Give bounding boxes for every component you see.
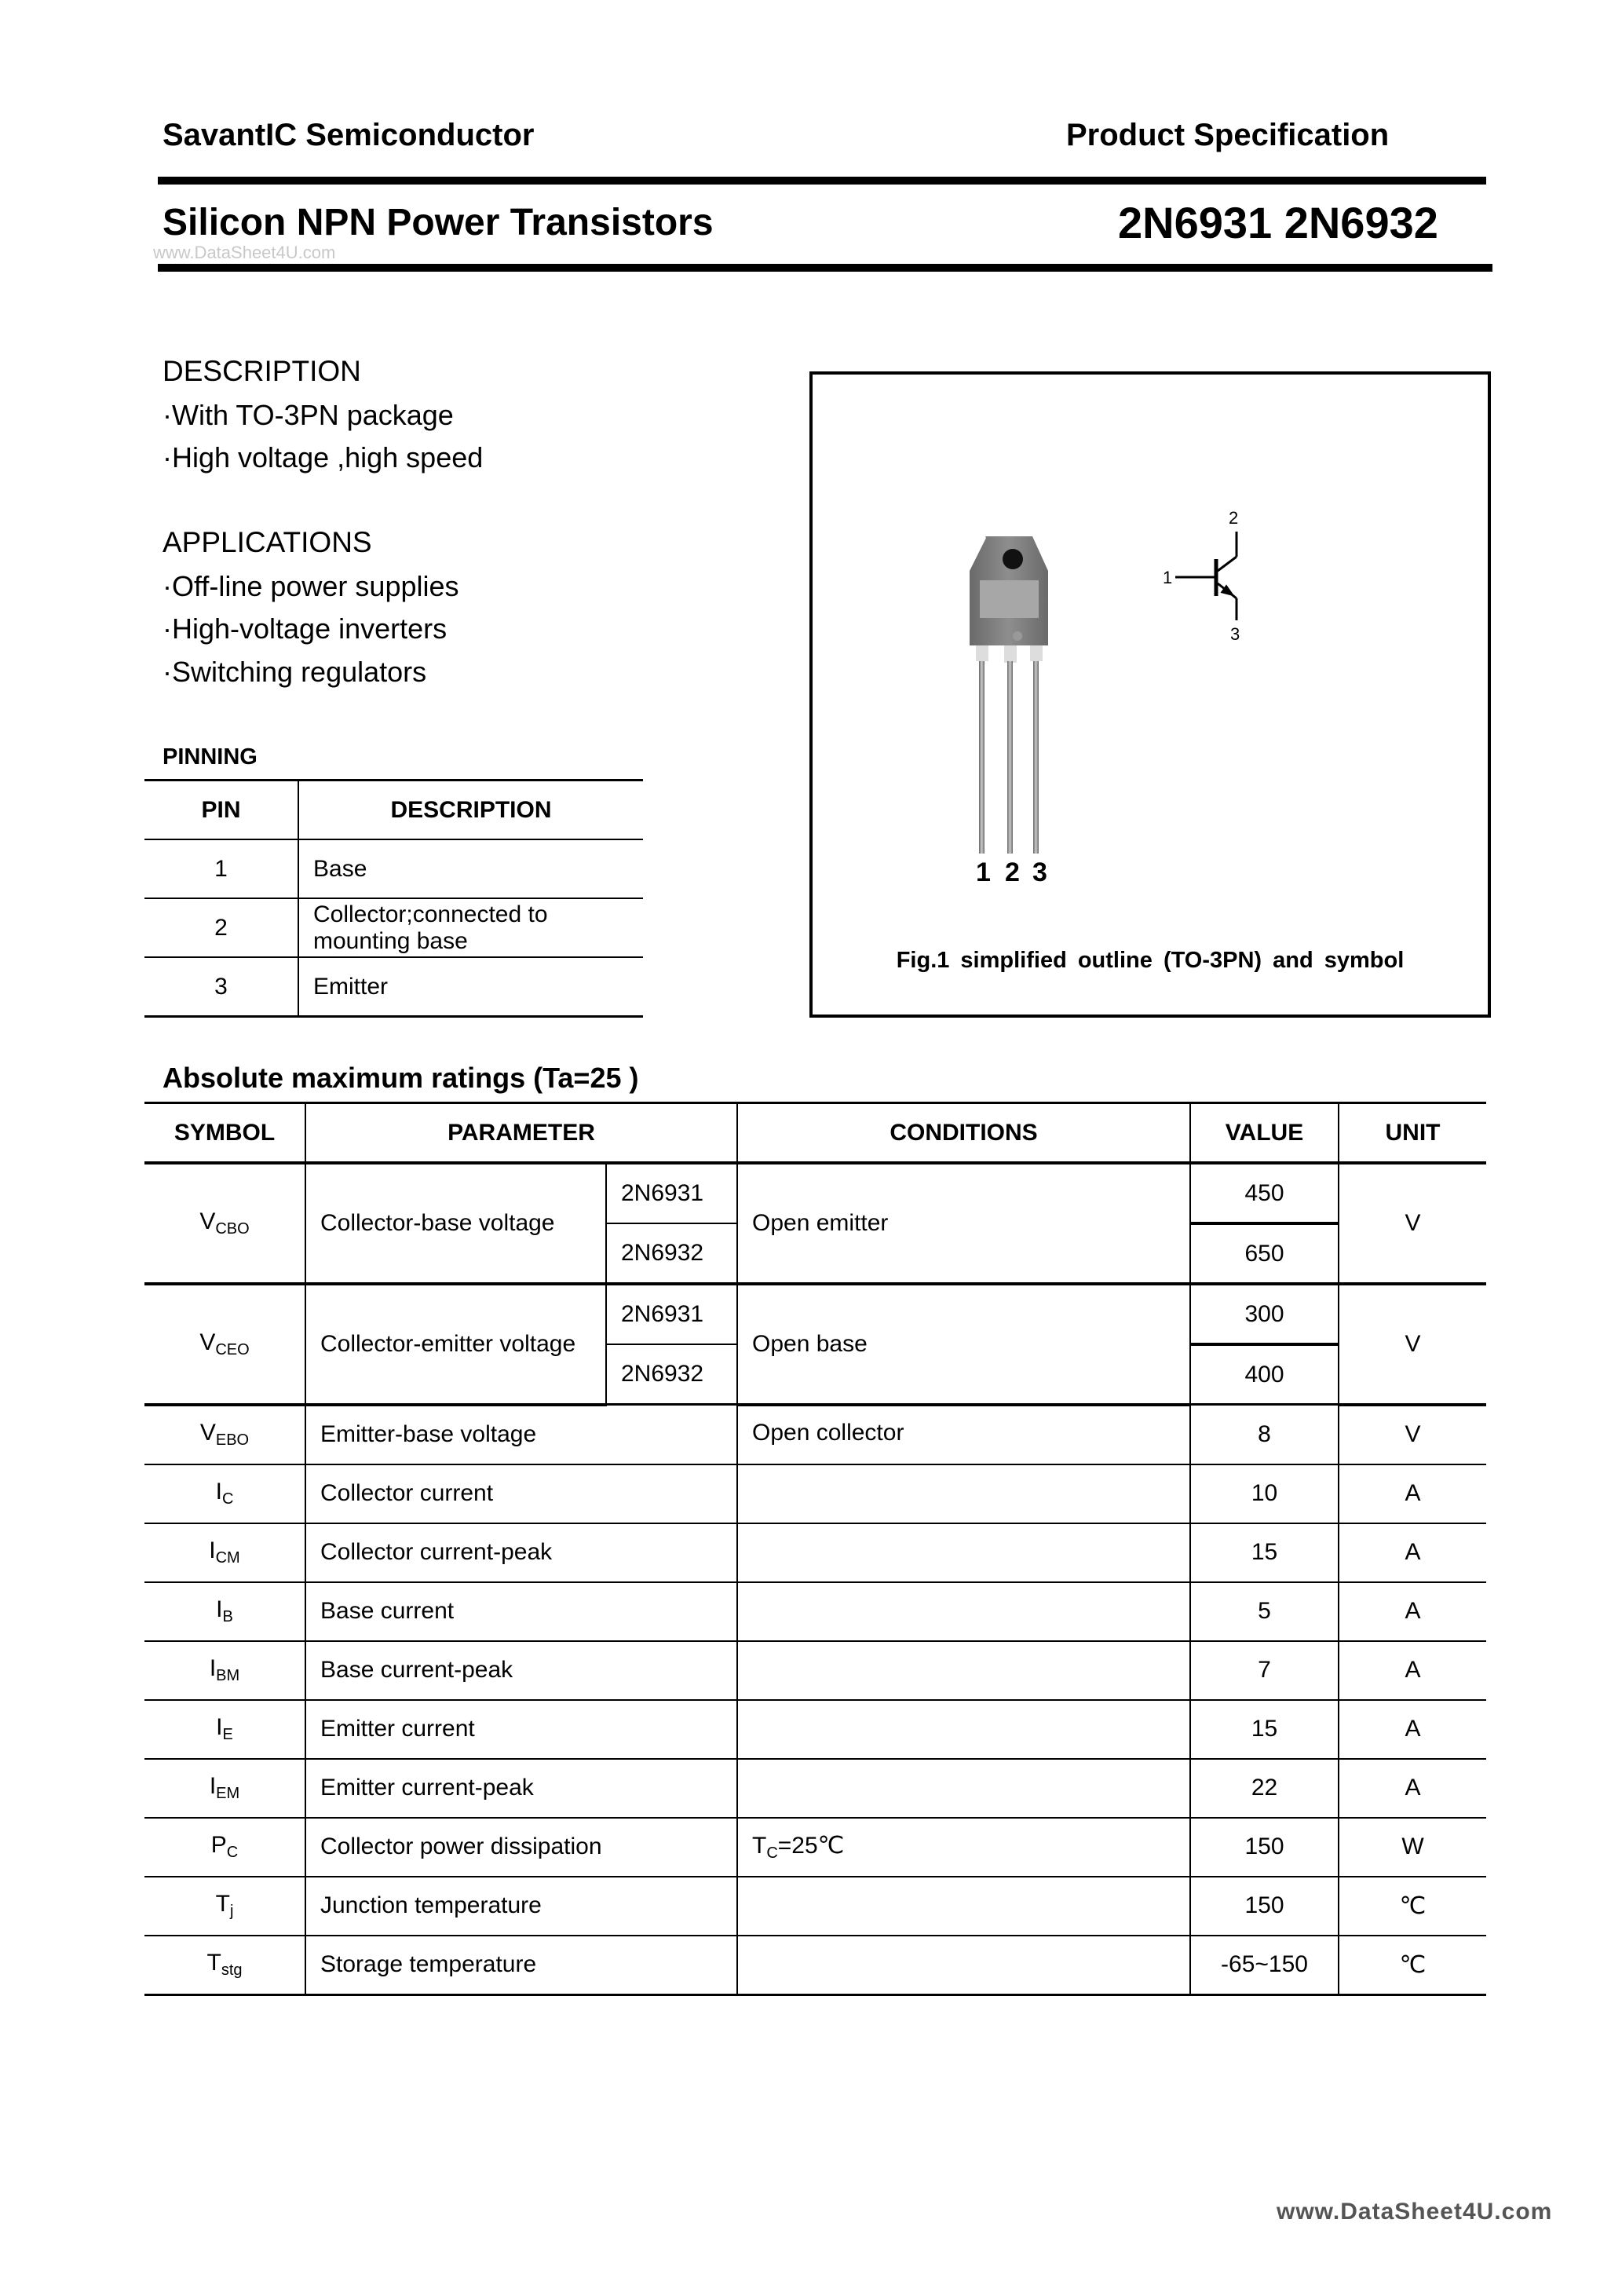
unit-cell: ℃ — [1339, 1877, 1486, 1936]
ratings-heading: Absolute maximum ratings (Ta=25 ) — [163, 1062, 639, 1094]
table-row — [144, 1641, 1486, 1700]
parameter-cell: Storage temperature — [305, 1936, 737, 1995]
symbol-label-base: 1 — [1163, 568, 1173, 587]
footer-watermark: www.DataSheet4U.com — [1277, 2199, 1553, 2225]
title-rule — [158, 264, 1492, 272]
unit-cell: V — [1339, 1405, 1486, 1464]
symbol-cell: $I_E$ — [144, 1700, 305, 1759]
value-cell: 8 — [1190, 1405, 1339, 1464]
symbol-cell: $I_C$ — [144, 1464, 305, 1523]
unit-cell: V — [1339, 1284, 1486, 1405]
parameter-cell: Collector power dissipation — [305, 1818, 737, 1877]
pin-description: Collector;connected to mounting base — [298, 898, 643, 957]
conditions-cell — [737, 1936, 1190, 1995]
pinning-table — [144, 779, 643, 1018]
symbol-cell: $V_{CBO}$ — [144, 1163, 305, 1284]
pin-number: 2 — [144, 898, 298, 957]
symbol-cell: $I_{CM}$ — [144, 1523, 305, 1582]
col-header: VALUE — [1190, 1103, 1339, 1164]
conditions-cell: Open base — [737, 1284, 1190, 1405]
applications-heading: APPLICATIONS — [163, 526, 372, 558]
table-row — [144, 1582, 1486, 1641]
parameter-cell: Collector-base voltage — [305, 1163, 606, 1284]
pin-number: 1 — [144, 839, 298, 898]
part-cell: 2N6931 — [606, 1284, 737, 1344]
table-row — [144, 1877, 1486, 1936]
pin-description: Emitter — [298, 957, 643, 1017]
unit-cell: A — [1339, 1523, 1486, 1582]
col-header: PARAMETER — [305, 1103, 737, 1164]
parameter-cell: Emitter-base voltage — [305, 1405, 737, 1464]
conditions-cell: Open collector — [737, 1405, 1190, 1464]
value-cell: 10 — [1190, 1464, 1339, 1523]
value-cell: 400 — [1190, 1344, 1339, 1405]
conditions-cell — [737, 1464, 1190, 1523]
parameter-cell: Emitter current-peak — [305, 1759, 737, 1818]
conditions-cell — [737, 1641, 1190, 1700]
watermark: www.DataSheet4U.com — [153, 243, 336, 262]
conditions-cell: $T_C=25℃$ — [737, 1818, 1190, 1877]
value-cell: 650 — [1190, 1223, 1339, 1284]
unit-cell: ℃ — [1339, 1936, 1486, 1995]
npn-transistor-symbol — [1175, 532, 1237, 620]
description-item: ·With TO-3PN package — [163, 399, 454, 431]
symbol-cell: $I_{EM}$ — [144, 1759, 305, 1818]
col-header: PIN — [144, 781, 298, 840]
part-cell: 2N6931 — [606, 1163, 737, 1223]
symbol-cell: $I_{BM}$ — [144, 1641, 305, 1700]
description-item: ·High voltage ,high speed — [163, 441, 484, 473]
symbol-label-collector: 2 — [1229, 508, 1239, 528]
value-cell: 150 — [1190, 1877, 1339, 1936]
application-item: ·High-voltage inverters — [163, 612, 448, 645]
page-title: Silicon NPN Power Transistors — [163, 202, 714, 243]
header-rule — [158, 177, 1486, 185]
figure-caption: Fig.1 simplified outline (TO-3PN) and symbol — [896, 948, 1405, 973]
part-cell: 2N6932 — [606, 1223, 737, 1284]
unit-cell: W — [1339, 1818, 1486, 1877]
part-cell: 2N6932 — [606, 1344, 737, 1405]
parameter-cell: Collector current — [305, 1464, 737, 1523]
figure-box — [809, 371, 1491, 1018]
application-item: ·Off-line power supplies — [163, 570, 459, 602]
col-header: CONDITIONS — [737, 1103, 1190, 1164]
table-row — [144, 1818, 1486, 1877]
conditions-cell: Open emitter — [737, 1163, 1190, 1284]
parameter-cell: Junction temperature — [305, 1877, 737, 1936]
part-numbers: 2N6931 2N6932 — [1118, 198, 1438, 247]
value-cell: 450 — [1190, 1163, 1339, 1223]
table-row — [144, 1523, 1486, 1582]
application-item: ·Switching regulators — [163, 656, 427, 688]
unit-cell: V — [1339, 1163, 1486, 1284]
symbol-cell: $T_j$ — [144, 1877, 305, 1936]
symbol-cell: $P_C$ — [144, 1818, 305, 1877]
package-outline-image — [813, 375, 1488, 1015]
parameter-cell: Collector current-peak — [305, 1523, 737, 1582]
table-row — [144, 1284, 1486, 1344]
parameter-cell: Collector-emitter voltage — [305, 1284, 606, 1405]
parameter-cell: Base current-peak — [305, 1641, 737, 1700]
unit-cell: A — [1339, 1700, 1486, 1759]
table-row — [144, 1464, 1486, 1523]
value-cell: 15 — [1190, 1523, 1339, 1582]
value-cell: 300 — [1190, 1284, 1339, 1344]
value-cell: 5 — [1190, 1582, 1339, 1641]
unit-cell: A — [1339, 1582, 1486, 1641]
parameter-cell: Base current — [305, 1582, 737, 1641]
col-header: DESCRIPTION — [298, 781, 643, 840]
value-cell: 150 — [1190, 1818, 1339, 1877]
symbol-cell: $T_{stg}$ — [144, 1936, 305, 1995]
value-cell: 22 — [1190, 1759, 1339, 1818]
company-name: SavantIC Semiconductor — [163, 118, 535, 152]
conditions-cell — [737, 1877, 1190, 1936]
conditions-cell — [737, 1582, 1190, 1641]
doc-type: Product Specification — [1066, 118, 1390, 152]
col-header: UNIT — [1339, 1103, 1486, 1164]
col-header: SYMBOL — [144, 1103, 305, 1164]
table-row — [144, 957, 643, 1017]
unit-cell: A — [1339, 1641, 1486, 1700]
parameter-cell: Emitter current — [305, 1700, 737, 1759]
lead-label: 3 — [1032, 857, 1047, 887]
table-row — [144, 898, 643, 957]
symbol-cell: $V_{EBO}$ — [144, 1405, 305, 1464]
symbol-cell: $V_{CEO}$ — [144, 1284, 305, 1405]
value-cell: 7 — [1190, 1641, 1339, 1700]
table-row — [144, 1405, 1486, 1464]
table-row — [144, 1759, 1486, 1818]
value-cell: -65~150 — [1190, 1936, 1339, 1995]
pinning-heading: PINNING — [163, 744, 258, 770]
table-row — [144, 1163, 1486, 1223]
value-cell: 15 — [1190, 1700, 1339, 1759]
absolute-maximum-ratings-table — [144, 1102, 1486, 1996]
symbol-cell: $I_B$ — [144, 1582, 305, 1641]
pin-description: Base — [298, 839, 643, 898]
unit-cell: A — [1339, 1759, 1486, 1818]
conditions-cell — [737, 1700, 1190, 1759]
lead-label: 1 — [976, 857, 991, 887]
symbol-label-emitter: 3 — [1230, 624, 1240, 644]
pin-number: 3 — [144, 957, 298, 1017]
conditions-cell — [737, 1523, 1190, 1582]
conditions-cell — [737, 1759, 1190, 1818]
table-row — [144, 839, 643, 898]
table-row — [144, 1700, 1486, 1759]
description-heading: DESCRIPTION — [163, 355, 361, 387]
lead-label: 2 — [1005, 857, 1020, 887]
table-row — [144, 1936, 1486, 1995]
unit-cell: A — [1339, 1464, 1486, 1523]
